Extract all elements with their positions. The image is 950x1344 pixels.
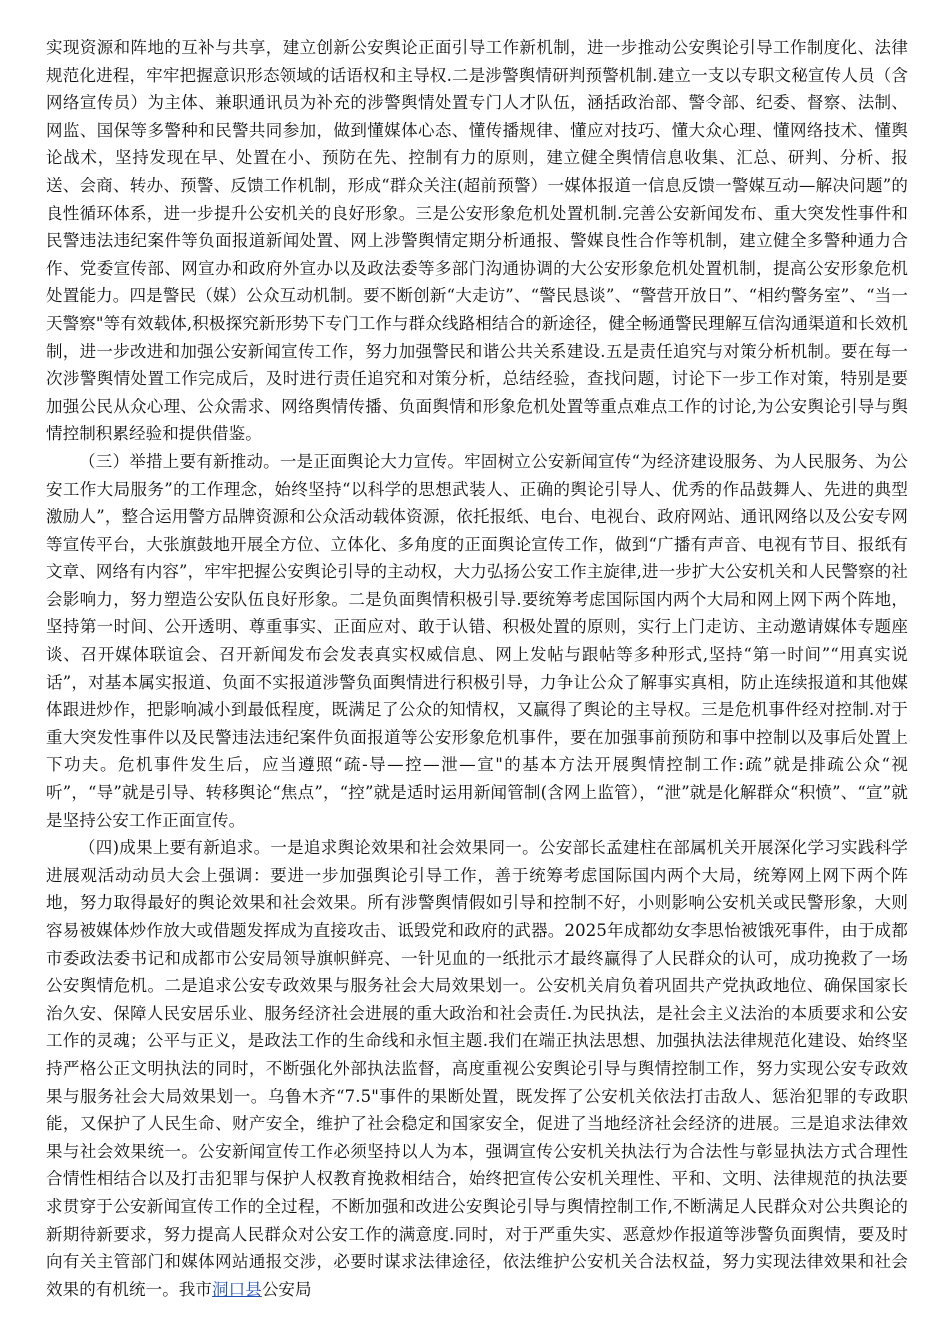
paragraph-mechanisms: 实现资源和阵地的互补与共享，建立创新公安舆论正面引导工作新机制，进一步推动公安舆论引导工作制度化、法律规范化进程，牢牢把握意识形态领域的话语权和主导权.二是涉警舆情研判预警机制.建立一支以专职文秘宣传人员（含网络宣传员）为主体、兼职通讯员为补充的涉警舆情处置专门人才队伍，涵括政治部、警令部、纪委、督察、法制、网监、国保等多警种和民警共同参加，做到懂媒体心态、懂传播规律、懂应对技巧、懂大众心理、懂网络技术、懂舆论战术，坚持发现在早、处置在小、预防在先、控制有力的原则，建立健全舆情信息收集、汇总、研判、分析、报送、会商、转办、预警、反馈工作机制，形成“群众关注(超前预警）一媒体报道一信息反馈一警媒互动—解决问题”的良性循环体系，进一步提升公安机关的良好形象。三是公安形象危机处置机制.完善公安新闻发布、重大突发性事件和民警违法违纪案件等负面报道新闻处置、网上涉警舆情定期分析通报、警媒良性合作等机制，建立健全多警种通力合作、党委宣传部、网宣办和政府外宣办以及政法委等多部门沟通协调的大公安形象危机处置机制，提高公安形象危机处置能力。四是警民（媒）公众互动机制。要不断创新“大走访”、“警民恳谈”、“警营开放日”、“相约警务室”、“当一天警察"等有效载体,积极探究新形势下专门工作与群众线路相结合的新途径，健全畅通警民理解互信沟通渠道和长效机制，进一步改进和加强公安新闻宣传工作，努力加强警民和谐公共关系建设.五是责任追究与对策分析机制。要在每一次涉警舆情处置工作完成后，及时进行责任追究和对策分析，总结经验，查找问题，讨论下一步工作对策，特别是要加强公民从众心理、公众需求、网络舆情传播、负面舆情和形象危机处置等重点难点工作的讨论,为公安舆论引导与舆情控制积累经验和提供借鉴。 bbox=[46, 38, 908, 444]
document-body bbox=[46, 34, 908, 1303]
paragraph-measures: （三）举措上要有新推动。一是正面舆论大力宣传。牢固树立公安新闻宣传“为经济建设服务、为人民服务、为公安工作大局服务”的工作理念，始终坚持“以科学的思想武装人、正确的舆论引导人、优秀的作品鼓舞人、先进的典型激励人”，整合运用警方品牌资源和公众活动载体资源，依托报纸、电台、电视台、政府网站、通讯网络以及公安专网等宣传平台，大张旗鼓地开展全方位、立体化、多角度的正面舆论宣传工作，做到“广播有声音、电视有节目、报纸有文章、网络有内容”，牢牢把握公安舆论引导的主动权，大力弘扬公安工作主旋律,进一步扩大公安机关和人民警察的社会影响力，努力塑造公安队伍良好形象。二是负面舆情积极引导.要统筹考虑国际国内两个大局和网上网下两个阵地，坚持第一时间、公开透明、尊重事实、正面应对、敢于认错、积极处置的原则，实行上门走访、主动邀请媒体专题座谈、召开媒体联谊会、召开新闻发布会发表真实权威信息、网上发帖与跟帖等多种形式,坚持“第一时间”“用真实说话”，对基本属实报道、负面不实报道涉警负面舆情进行积极引导，力争让公众了解事实真相，防止连续报道和其他媒体跟进炒作，把影响减小到最低程度，既满足了公众的知情权，又赢得了舆论的主导权。三是危机事件经对控制.对于重大突发性事件以及民警违法违纪案件负面报道等公安形象危机事件，要在加强事前预防和事中控制以及事后处置上下功夫。危机事件发生后，应当遵照“疏-导—控—泄—宣"的基本方法开展舆情控制工作:疏”就是排疏公众“视听”，“导”就是引导、转移舆论“焦点”，“控”就是适时运用新闻管制(含网上监管），“泄”就是化解群众“积愤”、“宣”就是坚持公安工作正面宣传。 bbox=[46, 451, 908, 830]
paragraph-results-text: （四)成果上要有新追求。一是追求舆论效果和社会效果同一。公安部长孟建柱在部属机关开展深化学习实践科学进展观活动动员大会上强调：要进一步加强舆论引导工作，善于统筹考虑国际国内两个大局，统筹网上网下两个阵地，努力取得最好的舆论效果和社会效果。所有涉警舆情假如引导和控制不好，小则影响公安机关或民警形象，大则容易被媒体炒作放大或借题发挥成为直接攻击、诋毁党和政府的武器。2025年成都幼女李思怡被饿死事件，由于成都市委政法委书记和成都市公安局领导旗帜鲜亮、一针见血的一纸批示才最终赢得了人民群众的认可，成功挽救了一场公安舆情危机。二是追求公安专政效果与服务社会大局效果划一。公安机关肩负着巩固共产党执政地位、确保国家长治久安、保障人民安居乐业、服务经济社会进展的重大政治和社会责任.为民执法，是社会主义法治的本质要求和公安工作的灵魂；公平与正义，是政法工作的生命线和永恒主题.我们在端正执法思想、加强执法法律规范化建设、始终坚持严格公正文明执法的同时，不断强化外部执法监督，高度重视公安舆论引导与舆情控制工作，努力实现公安专政效果与服务社会大局效果划一。乌鲁木齐“7.5"事件的果断处置，既发挥了公安机关依法打击敌人、惩治犯罪的专政职能，又保护了人民生命、财产安全，维护了社会稳定和国家安全，促进了当地经济社会经济的进展。三是追求法律效果与社会效果统一。公安新闻宣传工作必须坚持以人为本，强调宣传公安机关执法行为合法性与彰显执法方式合理性合情性相结合以及打击犯罪与保护人权教育挽救相结合，始终把宣传公安机关理性、平和、文明、法律规范的执法要求贯穿于公安新闻宣传工作的全过程，不断加强和改进公安舆论引导与舆情控制工作,不断满足人民群众对公共舆论的新期待新要求，努力提高人民群众对公安工作的满意度.同时，对于严重失实、恶意炒作报道等涉警负面舆情，要及时向有关主管部门和媒体网站通报交涉，必要时谋求法律途径，依法维护公安机关合法权益，努力实现法律效果和社会效果的有机统一。我市 bbox=[46, 838, 908, 1299]
paragraph-results-tail: 公安局 bbox=[261, 1279, 312, 1299]
county-link[interactable]: 洞口县 bbox=[212, 1279, 262, 1299]
paragraph-results bbox=[46, 834, 908, 1303]
